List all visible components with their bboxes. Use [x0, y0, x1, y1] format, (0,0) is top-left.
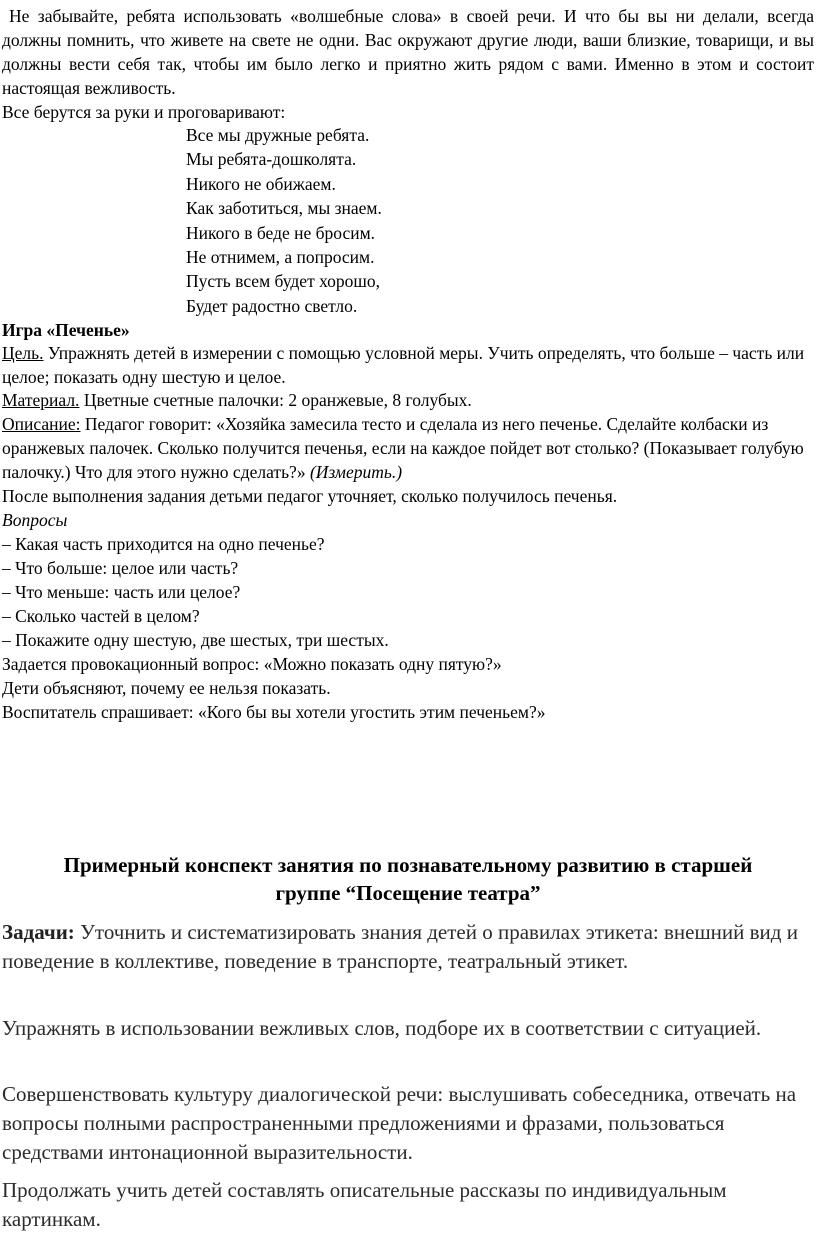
lesson-title-line: Примерный конспект занятия по познавательному развитию в старшей — [63, 853, 753, 877]
description-answer: (Измерить.) — [309, 462, 403, 482]
game-goal — [2, 341, 814, 389]
poem-line: Как заботиться, мы знаем. — [186, 198, 382, 219]
game-description — [2, 412, 814, 484]
poem-line: Никого в беде не бросим. — [186, 222, 376, 243]
game-material — [2, 388, 814, 412]
game-title: Игра «Печенье» — [2, 320, 130, 340]
poem-line: Мы ребята-дошколята. — [186, 149, 357, 170]
question-item: – Сколько частей в целом? — [2, 606, 200, 626]
intro-lead: Все берутся за руки и проговаривают: — [2, 102, 286, 122]
poem — [186, 123, 382, 318]
intro-paragraph: Не забывайте, ребята использовать «волшебные слова» в своей речи. И что бы вы ни делали, всегда должны помнить, что живете на свете не одни. Вас окружают другие люди, ваши близкие, товарищи, и вы должны вести себя так, чтобы им было легко и приятно жить рядом с вами. Именно в этом и состоит настоящая вежливость. — [2, 6, 814, 98]
question-item: – Какая часть приходится на одно печенье? — [2, 534, 325, 554]
tasks-label: Задачи: — [2, 920, 75, 944]
material-label: Материал. — [2, 390, 80, 410]
closing-line: Воспитатель спрашивает: «Кого бы вы хотели угостить этим печеньем?» — [2, 702, 546, 722]
lesson-title — [0, 851, 816, 907]
poem-line: Не отнимем, а попросим. — [186, 247, 375, 268]
question-item: – Покажите одну шестую, две шестых, три шестых. — [2, 630, 389, 650]
lesson-tasks — [2, 918, 814, 976]
lesson-paragraph: Упражнять в использовании вежливых слов, подборе их в соответствии с ситуацией. — [2, 1016, 762, 1040]
closing-line: Дети объясняют, почему ее нельзя показать. — [2, 678, 331, 698]
material-text: Цветные счетные палочки: 2 оранжевые, 8 голубых. — [79, 390, 472, 410]
description-text: Педагог говорит: «Хозяйка замесила тесто и сделала из него печенье. Сделайте колбаски из оранжевых палочек. Сколько получится печенья, если на каждое пойдет вот столько? (Показывает голубую палочку.) Что для этого нужно сделать?» — [2, 414, 804, 482]
description-label: Описание: — [2, 414, 81, 434]
poem-line: Никого не обижаем. — [186, 173, 336, 194]
poem-line: Все мы дружные ребята. — [186, 125, 370, 145]
lesson-paragraph: Совершенствовать культуру диалогической речи: выслушивать собеседника, отвечать на вопросы полными распространенными предложениями и фразами, пользоваться средствами интонационной выразительности. — [2, 1082, 797, 1164]
lesson-paragraph: Продолжать учить детей составлять описательные рассказы по индивидуальным картинкам. — [2, 1178, 727, 1231]
questions-label: Вопросы — [2, 510, 68, 530]
tasks-text: Уточнить и систематизировать знания детей о правилах этикета: внешний вид и поведение в коллективе, поведение в транспорте, театральный этикет. — [2, 920, 798, 973]
lesson-title-line: группе “Посещение театра” — [275, 881, 541, 905]
game-after: После выполнения задания детьми педагог уточняет, сколько получилось печенья. — [2, 486, 618, 506]
goal-text: Упражнять детей в измерении с помощью условной меры. Учить определять, что больше – часть или целое; показать одну шестую и целое. — [2, 343, 805, 387]
question-item: – Что меньше: часть или целое? — [2, 582, 241, 602]
question-item: – Что больше: целое или часть? — [2, 558, 239, 578]
goal-label: Цель. — [2, 343, 44, 363]
poem-line: Будет радостно светло. — [186, 295, 358, 316]
closing-line: Задается провокационный вопрос: «Можно показать одну пятую?» — [2, 654, 502, 674]
poem-line: Пусть всем будет хорошо, — [186, 271, 381, 292]
